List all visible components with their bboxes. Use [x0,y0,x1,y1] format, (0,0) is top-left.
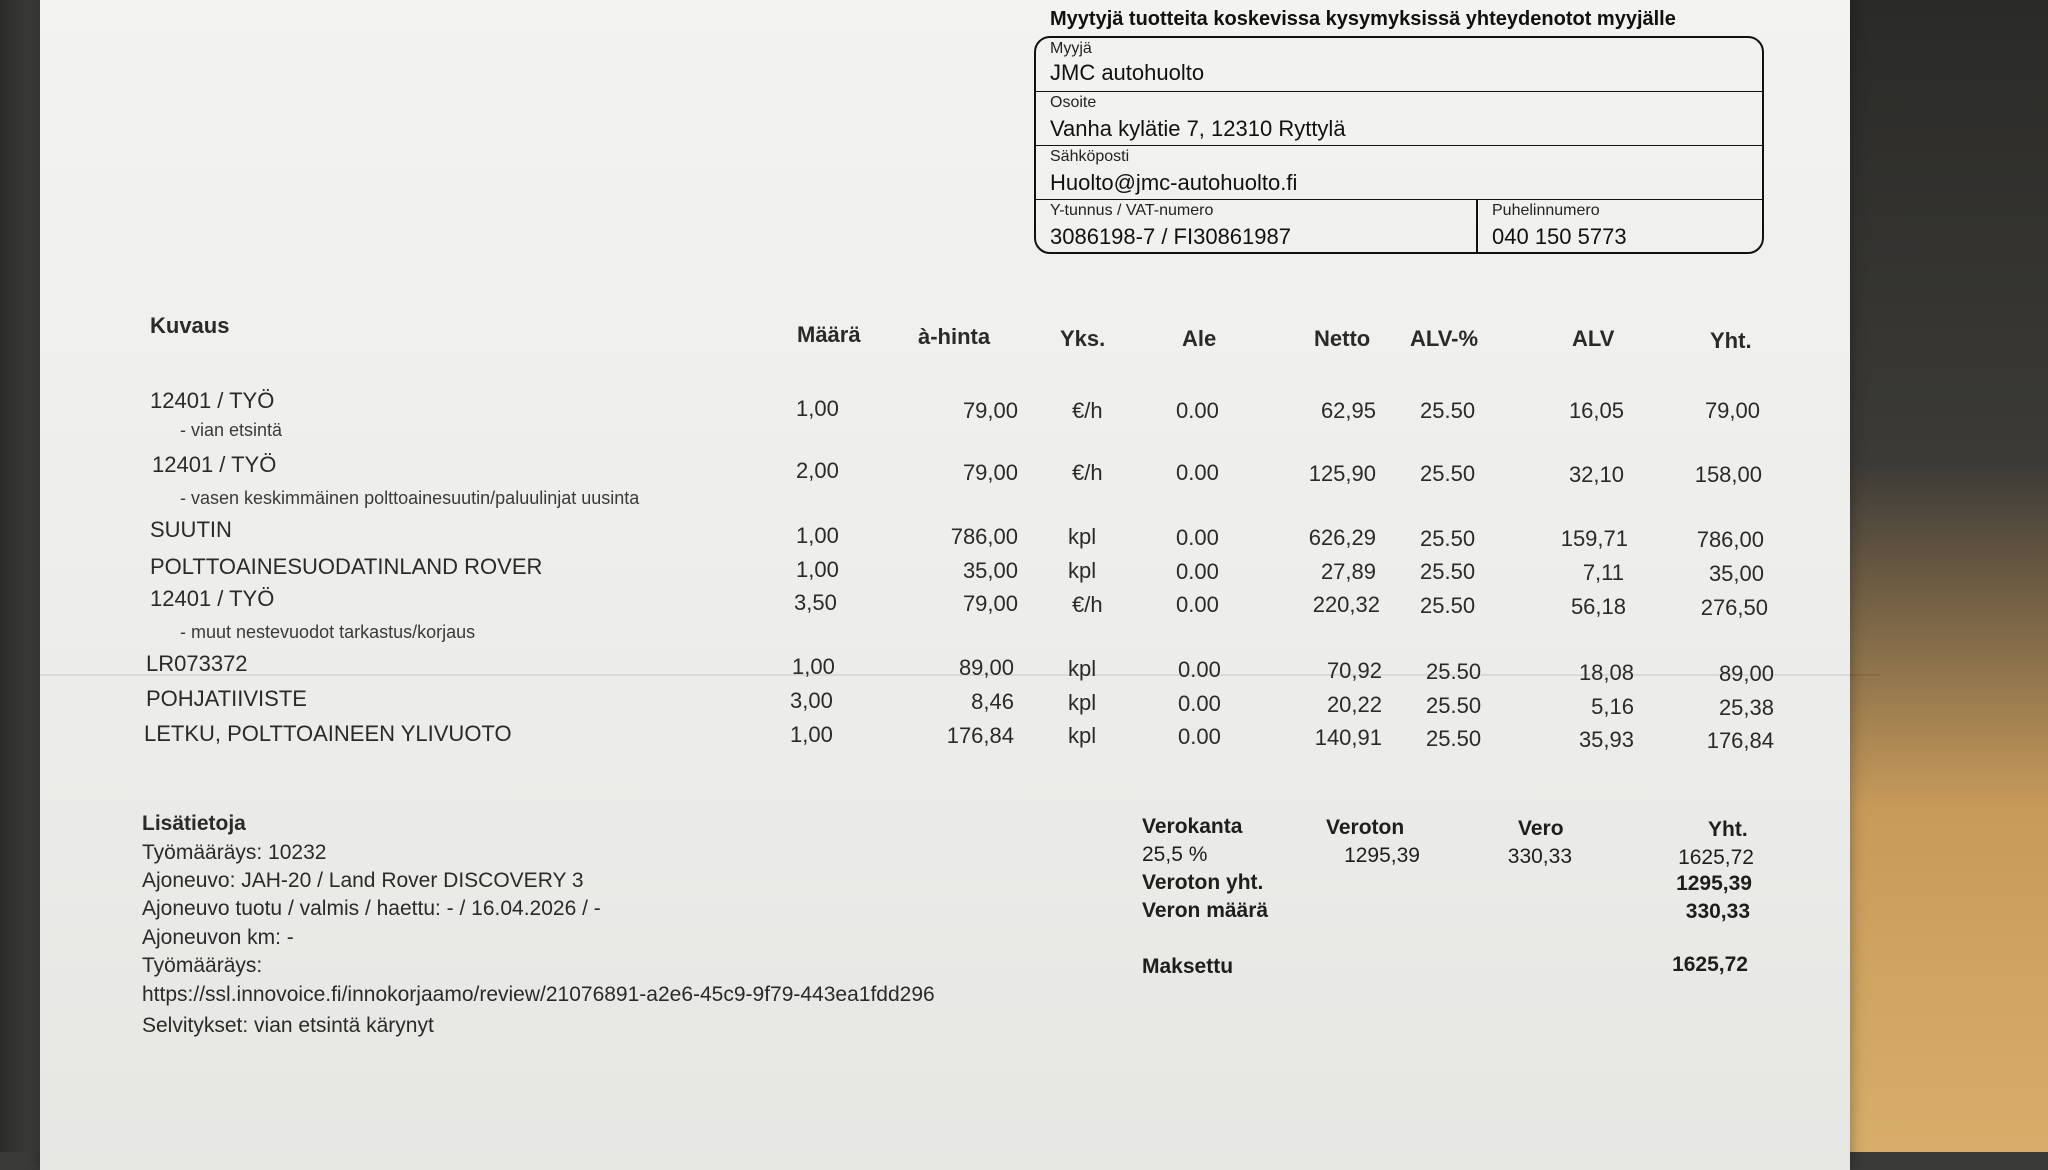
row-net: 220,32 [1312,592,1380,617]
info-line: Ajoneuvo: JAH-20 / Land Rover DISCOVERY 3 [142,869,584,892]
row-description: SUUTIN [150,517,232,542]
row-unit-price: 79,00 [962,398,1018,423]
totals-base: 1295,39 [1344,844,1420,867]
row-total: 158,00 [1694,462,1762,487]
header-unit-price: à-hinta [918,324,991,349]
row-unit: €/h [1072,460,1103,485]
row-discount: 0.00 [1176,398,1219,423]
row-vat: 32,10 [1568,462,1624,487]
seller-phone: 040 150 5773 [1492,224,1627,249]
seller-address-row [1036,92,1762,146]
row-unit: kpl [1068,723,1097,748]
row-unit-price: 79,00 [962,460,1018,485]
row-net: 27,89 [1320,559,1376,584]
row-unit-price: 35,00 [962,558,1018,583]
info-line: Ajoneuvo tuotu / valmis / haettu: - / 16.04.2026 / - [142,897,601,920]
row-total: 176,84 [1706,728,1774,753]
seller-contact-title: Myytyjä tuotteita koskevissa kysymyksissä yhteydenotot myyjälle [1050,8,1676,30]
header-discount: Ale [1182,326,1217,351]
seller-address: Vanha kylätie 7, 12310 Ryttylä [1050,116,1346,141]
totals-header-rate: Verokanta [1142,815,1243,838]
row-vat-percent: 25.50 [1426,659,1482,684]
row-unit-price: 89,00 [958,655,1014,680]
totals-tax-total-label: Veron määrä [1142,899,1269,922]
row-unit: kpl [1068,558,1097,583]
row-vat: 7,11 [1582,560,1624,585]
row-discount: 0.00 [1176,460,1219,485]
row-total: 276,50 [1700,595,1768,620]
seller-email-label: Sähköposti [1050,148,1130,165]
row-description: POHJATIIVISTE [146,686,307,711]
row-discount: 0.00 [1178,691,1221,716]
totals-tax: 330,33 [1507,845,1572,868]
totals-rate: 25,5 % [1142,843,1208,866]
seller-vat: 3086198-7 / FI30861987 [1050,224,1291,249]
row-unit: kpl [1068,656,1097,681]
row-net: 125,90 [1308,461,1376,486]
totals-base-total-label: Veroton yht. [1142,871,1264,894]
row-unit-price: 176,84 [946,723,1014,748]
totals-header-base: Veroton [1326,816,1405,839]
info-title: Lisätietoja [142,812,246,835]
row-net: 140,91 [1314,725,1382,750]
seller-name-label: Myyjä [1050,40,1092,57]
totals-header-tax: Vero [1518,817,1564,840]
row-vat: 18,08 [1578,660,1634,685]
seller-name-row [1036,38,1762,92]
seller-email-row [1036,146,1762,200]
info-line: Työmääräys: 10232 [142,841,327,864]
totals-total: 1625,72 [1678,846,1754,869]
header-total: Yht. [1710,328,1752,353]
row-vat: 35,93 [1578,727,1634,752]
row-quantity: 1,00 [796,523,839,548]
row-vat: 5,16 [1591,694,1634,719]
row-discount: 0.00 [1176,525,1219,550]
row-vat-percent: 25.50 [1420,526,1476,551]
row-vat-percent: 25.50 [1420,593,1476,618]
row-discount: 0.00 [1178,724,1221,749]
seller-email: Huolto@jmc-autohuolto.fi [1050,170,1298,195]
background-right [1828,0,2048,1152]
row-vat-percent: 25.50 [1420,559,1476,584]
row-quantity: 1,00 [790,722,833,747]
seller-name: JMC autohuolto [1050,60,1205,85]
header-vat: ALV [1572,326,1615,351]
row-net: 626,29 [1308,525,1376,550]
row-subdescription: - muut nestevuodot tarkastus/korjaus [180,622,476,642]
row-vat: 56,18 [1570,594,1626,619]
row-vat: 159,71 [1560,526,1628,551]
row-quantity: 3,00 [790,688,833,713]
seller-phone-label: Puhelinnumero [1492,202,1600,219]
row-total: 786,00 [1696,527,1764,552]
row-subdescription: - vian etsintä [180,420,283,440]
row-total: 25,38 [1718,695,1774,720]
row-unit-price: 786,00 [950,524,1018,549]
row-discount: 0.00 [1176,592,1219,617]
row-unit: €/h [1072,592,1103,617]
totals-base-total: 1295,39 [1676,872,1752,895]
info-line: Työmääräys: [142,954,263,977]
row-total: 79,00 [1704,398,1760,423]
totals-tax-total: 330,33 [1685,900,1750,923]
row-net: 20,22 [1326,692,1382,717]
header-net: Netto [1314,326,1371,351]
row-description: 12401 / TYÖ [150,586,275,611]
row-unit: €/h [1072,398,1103,423]
totals-paid: 1625,72 [1672,953,1748,976]
header-vat-percent: ALV-% [1410,326,1479,351]
totals-paid-label: Maksettu [1142,955,1234,978]
row-vat-percent: 25.50 [1426,693,1482,718]
seller-box-divider [1476,200,1478,254]
row-quantity: 1,00 [796,557,839,582]
row-description: LETKU, POLTTOAINEEN YLIVUOTO [144,721,512,746]
info-line: Selvitykset: vian etsintä kärynyt [142,1014,434,1037]
header-description: Kuvaus [150,313,230,338]
row-discount: 0.00 [1178,657,1221,682]
row-vat-percent: 25.50 [1420,461,1476,486]
row-description: LR073372 [146,651,248,676]
totals-header-total: Yht. [1708,818,1748,841]
row-description: POLTTOAINESUODATINLAND ROVER [150,554,543,579]
row-quantity: 2,00 [796,458,839,483]
row-discount: 0.00 [1176,559,1219,584]
info-url: https://ssl.innovoice.fi/innokorjaamo/review/21076891-a2e6-45c9-9f79-443ea1fdd296 [142,983,935,1006]
row-unit: kpl [1068,524,1097,549]
row-unit-price: 79,00 [962,591,1018,616]
row-vat-percent: 25.50 [1426,726,1482,751]
row-description: 12401 / TYÖ [150,388,275,413]
row-net: 70,92 [1326,658,1382,683]
row-total: 35,00 [1708,561,1764,586]
header-unit: Yks. [1060,326,1106,351]
row-total: 89,00 [1718,661,1774,686]
seller-info-box [1034,36,1764,254]
row-quantity: 1,00 [792,654,835,679]
row-unit: kpl [1068,690,1097,715]
seller-vat-label: Y-tunnus / VAT-numero [1050,202,1214,219]
header-quantity: Määrä [797,322,861,347]
row-net: 62,95 [1320,398,1376,423]
row-quantity: 1,00 [796,396,839,421]
seller-address-label: Osoite [1050,94,1097,111]
row-vat: 16,05 [1568,398,1624,423]
row-subdescription: - vasen keskimmäinen polttoainesuutin/paluulinjat uusinta [180,488,640,508]
row-vat-percent: 25.50 [1420,398,1476,423]
row-quantity: 3,50 [794,590,837,615]
row-description: 12401 / TYÖ [152,452,277,477]
info-line: Ajoneuvon km: - [142,926,294,949]
row-unit-price: 8,46 [971,689,1014,714]
